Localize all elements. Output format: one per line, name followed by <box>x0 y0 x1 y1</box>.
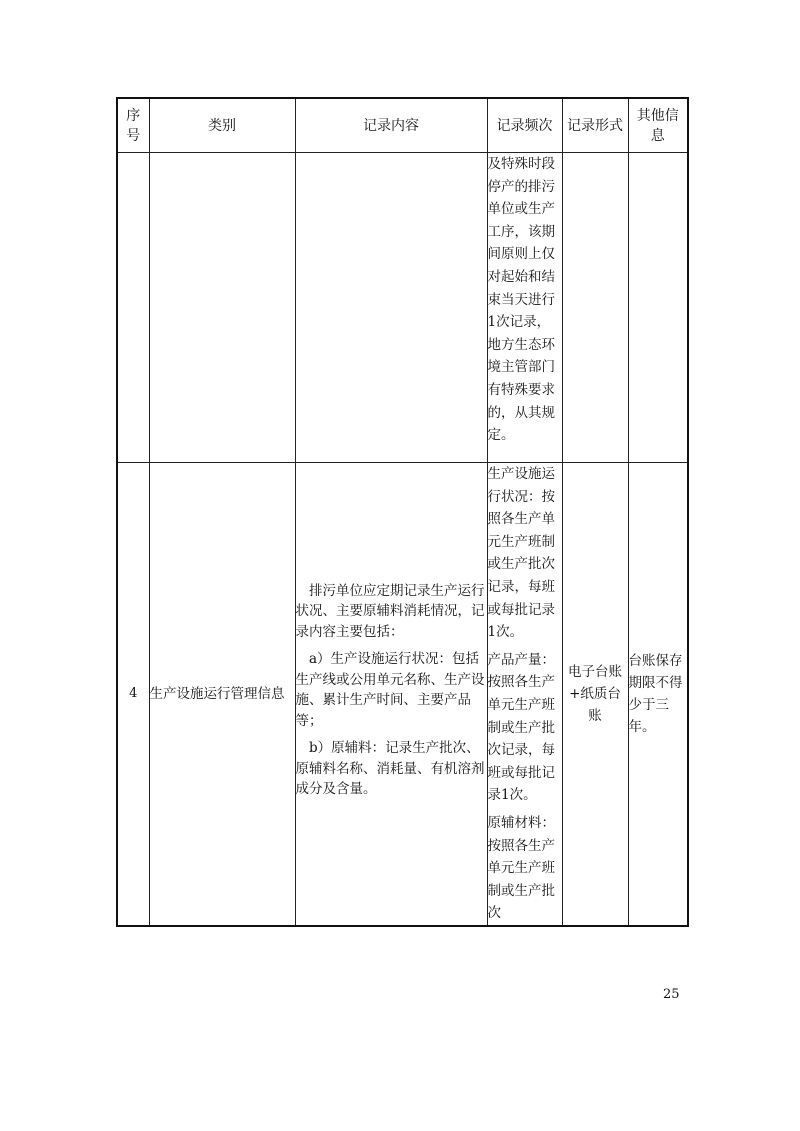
content-intro: 排污单位应定期记录生产运行状况、主要原辅料消耗情况，记录内容主要包括： <box>295 582 485 640</box>
cell-form-empty <box>562 153 628 463</box>
frequency-item-3: 原辅材料：按照各生产单元生产班制或生产批次 <box>487 814 555 922</box>
cell-category-empty <box>149 153 295 463</box>
record-table <box>116 97 689 927</box>
cell-other-empty <box>628 153 688 463</box>
table-row-4 <box>117 463 688 926</box>
cell-frequency <box>487 463 562 926</box>
frequency-item-1: 生产设施运行状况：按照各生产单元生产班制或生产批次记录，每班或每批记录1次。 <box>487 466 555 641</box>
cell-category: 生产设施运行管理信息 <box>149 463 295 926</box>
header-category: 类别 <box>149 98 295 153</box>
table-row-continued <box>117 153 688 463</box>
header-form: 记录形式 <box>562 98 628 153</box>
header-seq: 序号 <box>117 98 149 153</box>
cell-form: 电子台账+纸质台账 <box>562 463 628 926</box>
cell-frequency: 及特殊时段停产的排污单位或生产工序，该期间原则上仅对起始和结束当天进行1次记录，地方生态环境主管部门有特殊要求的，从其规定。 <box>487 153 562 463</box>
content-item-b: b）原辅料：记录生产批次、原辅料名称、消耗量、有机溶剂成分及含量。 <box>295 740 485 798</box>
header-content: 记录内容 <box>295 98 487 153</box>
header-other: 其他信息 <box>628 98 688 153</box>
cell-other: 台账保存期限不得少于三年。 <box>628 463 688 926</box>
cell-content <box>295 463 487 926</box>
cell-seq: 4 <box>117 463 149 926</box>
header-frequency: 记录频次 <box>487 98 562 153</box>
page-number: 25 <box>663 987 680 1002</box>
header-row <box>117 98 688 153</box>
cell-content-empty <box>295 153 487 463</box>
cell-seq-empty <box>117 153 149 463</box>
frequency-item-2: 产品产量：按照各生产单元生产班制或生产批次记录，每班或每批记录1次。 <box>487 651 555 804</box>
content-item-a: a）生产设施运行状况：包括生产线或公用单元名称、生产设施、累计生产时间、主要产品等； <box>295 651 485 729</box>
